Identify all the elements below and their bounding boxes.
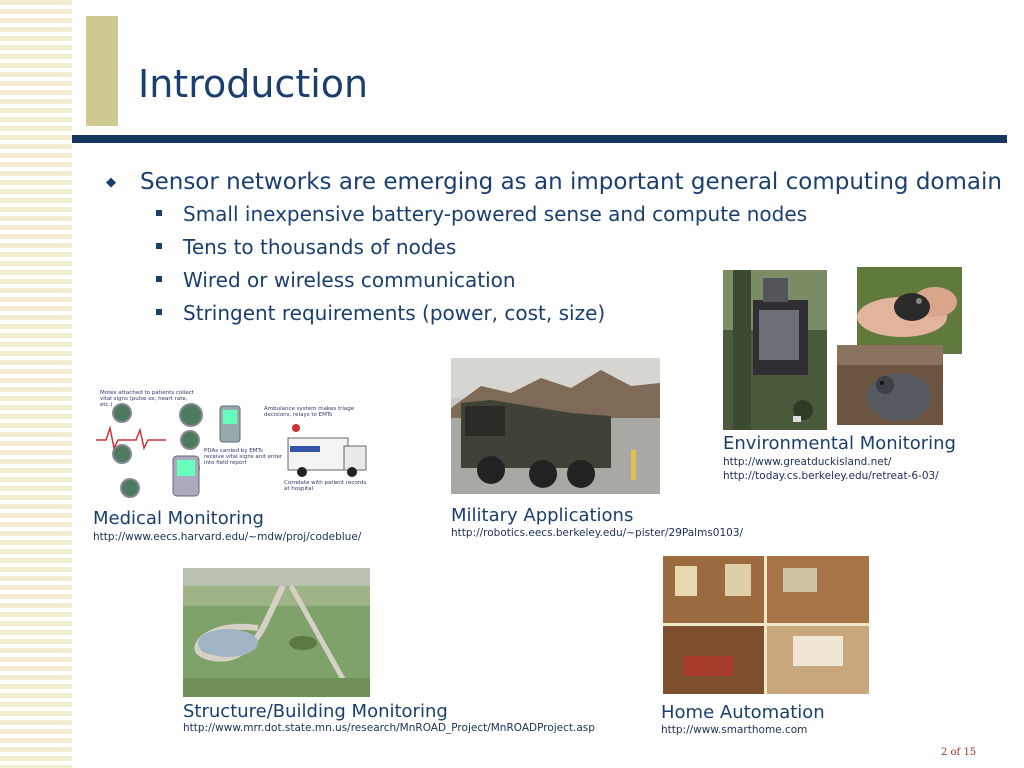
list-item bbox=[156, 202, 807, 235]
medical-caption: Medical Monitoring bbox=[93, 508, 264, 529]
military-truck-photo bbox=[451, 358, 660, 494]
sub-bullet-text: Wired or wireless communication bbox=[183, 268, 516, 292]
home-caption: Home Automation bbox=[661, 702, 825, 723]
sub-bullet-text: Stringent requirements (power, cost, size) bbox=[183, 301, 606, 325]
chick-photo bbox=[837, 345, 943, 425]
diamond-bullet-icon: ◆ bbox=[106, 175, 116, 190]
structure-url[interactable]: http://www.mrr.dot.state.mn.us/research/MnROAD_Project/MnROADProject.asp bbox=[183, 722, 595, 734]
bird-in-hands-photo bbox=[857, 267, 962, 354]
list-item bbox=[156, 235, 807, 268]
environmental-url-2[interactable]: http://today.cs.berkeley.edu/retreat-6-03/ bbox=[723, 470, 939, 482]
main-bullet-text: Sensor networks are emerging as an important general computing domain bbox=[140, 169, 1002, 195]
structure-caption: Structure/Building Monitoring bbox=[183, 701, 448, 722]
title-rule bbox=[72, 135, 1007, 143]
medical-label-correlate: Correlate with patient records at hospital bbox=[284, 480, 367, 492]
sub-bullet-list bbox=[156, 202, 807, 334]
list-item bbox=[156, 268, 807, 301]
environmental-sensor-photo bbox=[723, 270, 827, 430]
road-aerial-photo bbox=[183, 568, 370, 697]
square-bullet-icon bbox=[156, 276, 162, 282]
home-url[interactable]: http://www.smarthome.com bbox=[661, 724, 808, 736]
square-bullet-icon bbox=[156, 210, 162, 216]
environmental-url-1[interactable]: http://www.greatduckisland.net/ bbox=[723, 456, 892, 468]
square-bullet-icon bbox=[156, 243, 162, 249]
sub-bullet-text: Tens to thousands of nodes bbox=[183, 235, 457, 259]
home-interior-photo bbox=[663, 556, 869, 694]
medical-label-pdas: PDAs carried by EMTs receive vital signs and enter into field report bbox=[204, 448, 283, 466]
decorative-stripes bbox=[0, 0, 72, 768]
medical-label-motes: Motes attached to patients collect vital signs (pulse ox, heart rate, etc.) bbox=[100, 390, 194, 408]
slide-title: Introduction bbox=[138, 62, 369, 106]
military-caption: Military Applications bbox=[451, 505, 634, 526]
medical-url[interactable]: http://www.eecs.harvard.edu/~mdw/proj/codeblue/ bbox=[93, 531, 362, 543]
environmental-caption: Environmental Monitoring bbox=[723, 433, 956, 454]
list-item bbox=[156, 301, 807, 334]
main-bullet bbox=[106, 169, 1002, 195]
page-number: 2 of 15 bbox=[941, 747, 977, 758]
medical-label-ambulance: Ambulance system makes triage decisions, relays to EMTs bbox=[264, 406, 355, 418]
title-accent-block bbox=[86, 16, 118, 126]
medical-monitoring-diagram bbox=[96, 388, 370, 500]
military-url[interactable]: http://robotics.eecs.berkeley.edu/~pister/29Palms0103/ bbox=[451, 527, 744, 539]
square-bullet-icon bbox=[156, 309, 162, 315]
sub-bullet-text: Small inexpensive battery-powered sense and compute nodes bbox=[183, 202, 808, 226]
